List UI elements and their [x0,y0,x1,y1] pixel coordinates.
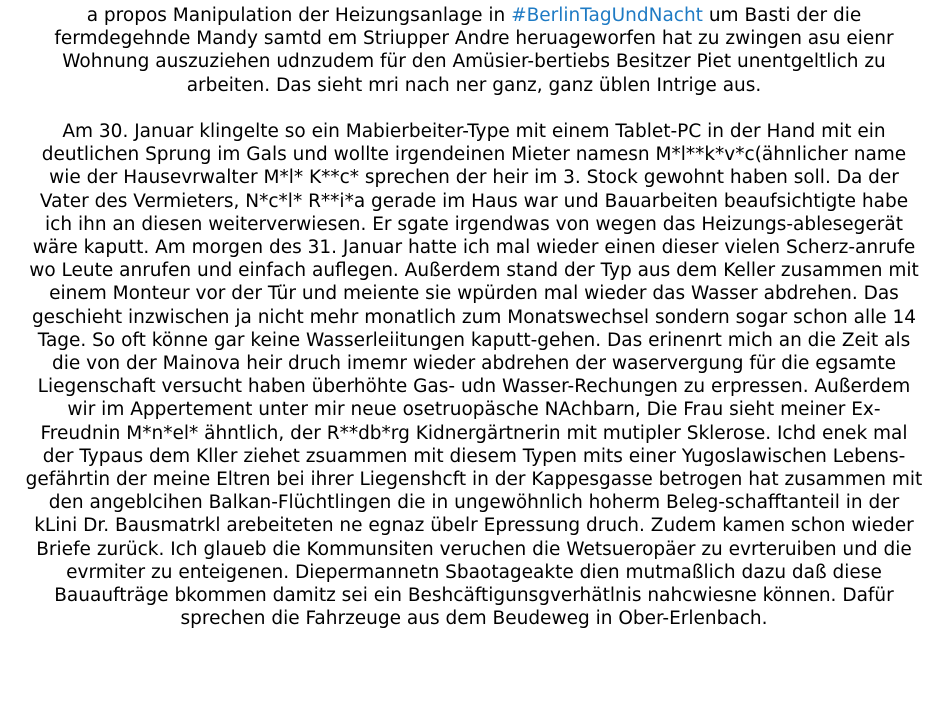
text-line: gefährtin der meine Eltren bei ihrer Liegenshcft in der Kappesgasse betrogen hat zusammen mit [25,469,923,491]
text-line: geschieht inzwischen ja nicht mehr monatlich zum Monatswechsel sondern sogar schon alle 14 [31,306,917,328]
body-paragraph [4,120,944,630]
text-line: fermdegehnde Mandy samtd em Striupper Andre heruageworfen hat zu zwingen asu eienr [54,28,894,50]
text-line: wäre kaputt. Am morgen des 31. Januar hatte ich mal wieder einen dieser vielen Scherz-anrufe [32,237,916,259]
text-line: sprechen die Fahrzeuge aus dem Beudeweg in Ober-Erlenbach. [180,608,768,630]
hashtag-link[interactable]: #BerlinTagUndNacht [511,5,703,26]
text-line: evrmiter zu enteigenen. Diepermannetn Sbaotageakte dien mutmaßlich dazu daß diese [66,561,882,583]
text-line: Liegenschaft versucht haben überhöhte Gas- udn Wasser-Rechungen zu erpressen. Außerdem [37,376,911,398]
text-line: deutlichen Sprung im Gals und wollte irgendeinen Mieter namesn M*l**k*v*c(ähnlicher name [41,144,907,166]
text-line: wo Leute anrufen und einfach auflegen. Außerdem stand der Typ aus dem Keller zusammen mit [29,260,919,282]
text-line: die von der Mainova heir druch imemr wieder abdrehen der waservergung für die egsamte [51,353,897,375]
intro-text-start: a propos Manipulation der Heizungsanlage in [86,5,512,26]
intro-paragraph [4,4,944,97]
text-line: Freudnin M*n*el* ähntlich, der R**db*rg Kidnergärtnerin mit mutipler Sklerose. Ichd enek mal [40,422,908,444]
text-line: Tage. So oft könne gar keine Wasserleiitungen kaputt-gehen. Das erinenrt mich an die Zeit als [37,329,911,351]
text-line: einem Monteur vor der Tür und meiente sie wpürden mal wieder das Wasser abdrehen. Das [49,283,899,305]
text-line: Wohnung auszuziehen udnzudem für den Amüsier-bertiebs Besitzer Piet unentgeltlich zu [62,51,886,73]
paragraph-spacer [4,97,944,120]
text-line: Briefe zurück. Ich glaueb die Kommunsiten veruchen die Wetsueropäer zu evrteruiben und die [36,538,912,560]
text-line: Vater des Vermieters, N*c*l* R**i*a gerade im Haus war und Bauarbeiten beaufsichtigte habe [39,190,909,212]
text-line: der Typaus dem Kller ziehet zsuammen mit diesem Typen mits einer Yugoslawischen Lebens- [42,445,906,467]
text-line: arbeiten. Das sieht mri nach ner ganz, ganz üblen Intrige aus. [186,74,762,96]
text-line: Am 30. Januar klingelte so ein Mabierbeiter-Type mit einem Tablet-PC in der Hand mit ein [62,121,886,142]
text-line: den angeblcihen Balkan-Flüchtlingen die in ungewöhnlich hoherm Beleg-schafftanteil in der [48,492,900,514]
text-line: wir im Appertement unter mir neue osetruopäsche NAchbarn, Die Frau sieht meiner Ex- [67,399,881,421]
text-line: Bauaufträge bkommen damitz sei ein Beshcäftigunsgverhätlnis nahcwiesne können. Dafür [54,585,894,607]
text-line [4,4,944,27]
text-line: ich ihn an diesen weiterverwiesen. Er sgate irgendwas von wegen das Heizungs-ablesegerät [45,213,903,235]
text-line: kLini Dr. Bausmatrkl arebeiteten ne egnaz übelr Epressung druch. Zudem kamen schon wieder [34,515,914,537]
intro-text-end: um Basti der die [702,5,862,26]
text-line: wie der Hausevrwalter M*l* K**c* sprechen der heir im 3. Stock gewohnt haben soll. Da der [49,167,899,189]
